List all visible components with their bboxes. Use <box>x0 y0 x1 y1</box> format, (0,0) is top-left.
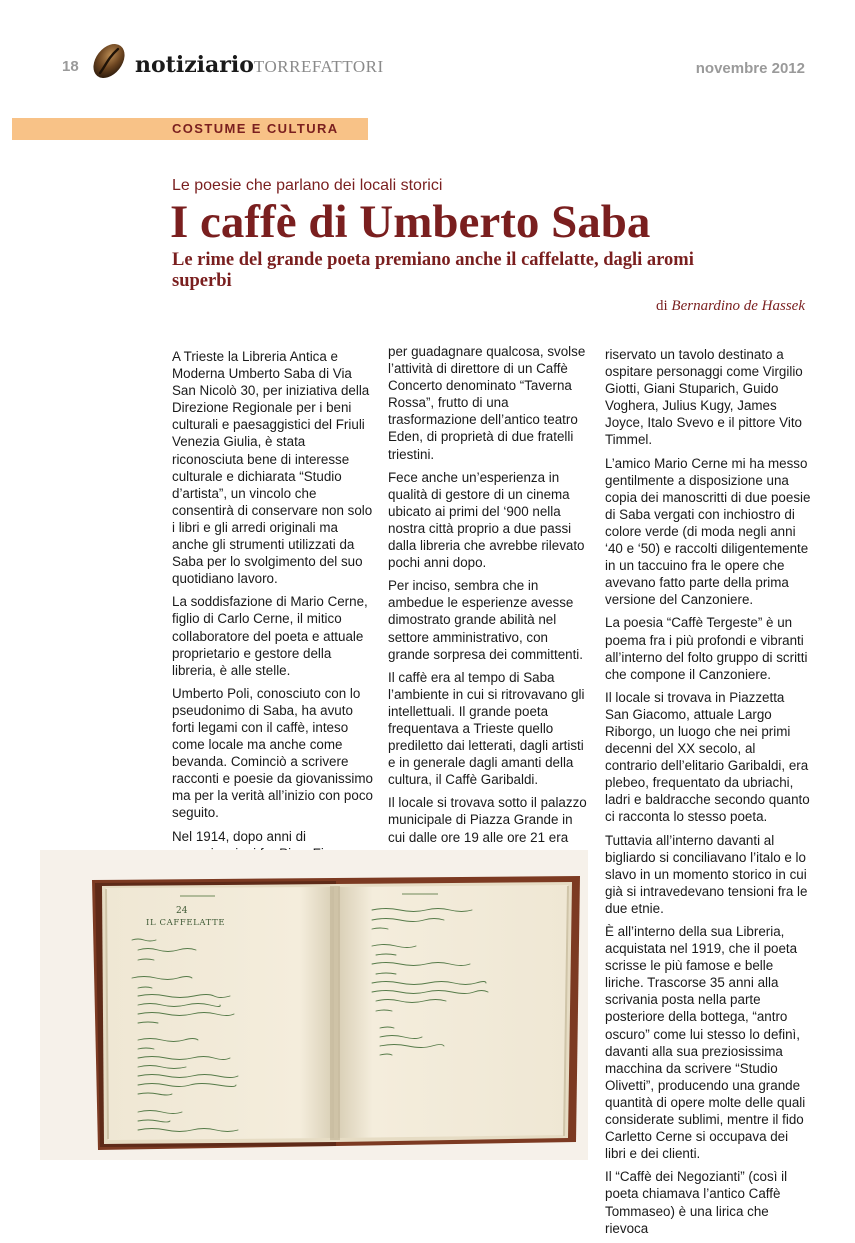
paragraph: per guadagnare qualcosa, svolse l’attività di direttore di un Caffè Concerto denominato “Taverna Rossa”, frutto di una trasformazione dell’antico teatro Eden, di proprietà di due fratelli triestini. <box>388 344 586 462</box>
section-label: COSTUME E CULTURA <box>172 121 339 136</box>
brand-sub: TORREFATTORI <box>253 57 384 76</box>
paragraph: È all’interno della sua Libreria, acquistata nel 1919, che il poeta scrisse le più famose e belle liriche. Trascorse 35 anni alla scrivania posta nella parte posteriore della bottega, “antro oscuro” come lui stesso lo definì, davanti alla sua preziosissima macchina da scrivere “Studio Olivetti”, producendo una grande quantità di opere molte delle quali considerate sublimi, mentre il fido Carletto Cerne si occupava dei libri e dei clienti. <box>605 924 806 1162</box>
paragraph: Il locale si trovava sotto il palazzo municipale di Piazza Grande in cui dalle ore 19 alle ore 21 era <box>388 795 587 845</box>
paragraph: Il “Caffè dei Negozianti” (così il poeta chiamava l’antico Caffè Tommaseo) è una lirica che rievoca <box>605 1169 788 1236</box>
paragraph: Il locale si trovava in Piazzetta San Giacomo, attuale Largo Riborgo, un luogo che nei primi decenni del XX secolo, al contrario dell’elitario Garibaldi, era plebeo, frequentato da ubriachi, ladri e baldracche secondo quanto ci racconta lo stesso poeta. <box>605 689 810 825</box>
paragraph: A Trieste la Libreria Antica e Moderna Umberto Saba di Via San Nicolò 30, per iniziativa della Direzione Regionale per i beni culturali e paesaggistici del Friuli Venezia Giulia, è stata riconosciuta bene di interesse culturale e dichiarata “Studio d’artista”, un vincolo che consentirà di conservare non solo i libri e gli arredi originali ma anche gli strumenti utilizzati da Saba per lo svolgimento del suo quotidiano lavoro. <box>172 349 373 587</box>
article-kicker: Le poesie che parlano dei locali storici <box>172 177 443 194</box>
paragraph: Nel 1914, dopo anni di <box>172 828 307 844</box>
byline-prefix: di <box>655 298 668 314</box>
byline-author: Bernardino de Hassek <box>671 298 805 314</box>
coffee-bean-icon <box>88 40 130 82</box>
brand-main: notiziario <box>135 52 254 78</box>
text-column-3 <box>605 346 811 1243</box>
paragraph: Il caffè era al tempo di Saba l’ambiente in cui si ritrovavano gli intellettuali. Il grande poeta frequentava a Trieste quello prediletto dai letterati, dagli artisti e in generale dagli amanti della cultura, il Caffè Garibaldi. <box>388 669 585 788</box>
manuscript-notebook-image <box>40 850 588 1160</box>
section-band <box>12 118 368 140</box>
text-column-1 <box>172 348 376 902</box>
text-column-2 <box>388 343 592 869</box>
manuscript-heading: IL CAFFELATTE <box>146 918 226 928</box>
article-subtitle: Le rime del grande poeta premiano anche il caffelatte, dagli aromi superbi <box>172 250 694 291</box>
manuscript-number: 24 <box>176 906 188 916</box>
paragraph: Umberto Poli, conosciuto con lo pseudonimo di Saba, ha avuto forti legami con il caffè, inteso come locale ma anche come bevanda. Cominciò a scrivere racconti e poesie da giovanissimo ma per la verità all’inizio con poco seguito. <box>172 685 373 821</box>
paragraph: Fece anche un’esperienza in qualità di gestore di un cinema ubicato ai primi del ‘900 nella nostra città proprio a due passi dalla libreria che avrebbe rilevato pochi anni dopo. <box>388 469 585 571</box>
paragraph: L’amico Mario Cerne mi ha messo gentilmente a disposizione una copia dei manoscritti di due poesie di Saba vergati con inchiostro di colore verde (di moda negli anni ‘40 e ‘50) e raccolti diligentemente in un taccuino fra le opere che avevano fatto parte della prima versione del Canzoniere. <box>605 455 811 608</box>
paragraph: La poesia “Caffè Tergeste” è un poema fra i più profondi e vibranti all’interno del folto gruppo di scritti che compone il Canzoniere. <box>605 615 808 682</box>
page-number: 18 <box>62 58 79 75</box>
paragraph: Per inciso, sembra che in ambedue le esperienze avesse dimostrato grande abilità nel settore amministrativo, con grande sorpresa dei committenti. <box>388 578 584 662</box>
issue-date: novembre 2012 <box>695 60 805 77</box>
article-title: I caffè di Umberto Saba <box>170 196 651 248</box>
paragraph: Tuttavia all’interno davanti al bigliardo si conciliavano l’italo e lo slavo in un momento storico in cui già si intravedevano tensioni fra le due etnie. <box>605 832 808 916</box>
paragraph: riservato un tavolo destinato a ospitare personaggi come Virgilio Giotti, Giani Stuparich, Guido Voghera, Julius Kugy, James Joyce, Italo Svevo e il pittore Vito Timmel. <box>605 347 803 448</box>
paragraph: La soddisfazione di Mario Cerne, figlio di Carlo Cerne, il mitico collaboratore del poeta e attuale proprietario e gestore della libreria, è alle stelle. <box>172 594 368 678</box>
byline <box>656 298 805 315</box>
brand-logo <box>135 52 384 78</box>
